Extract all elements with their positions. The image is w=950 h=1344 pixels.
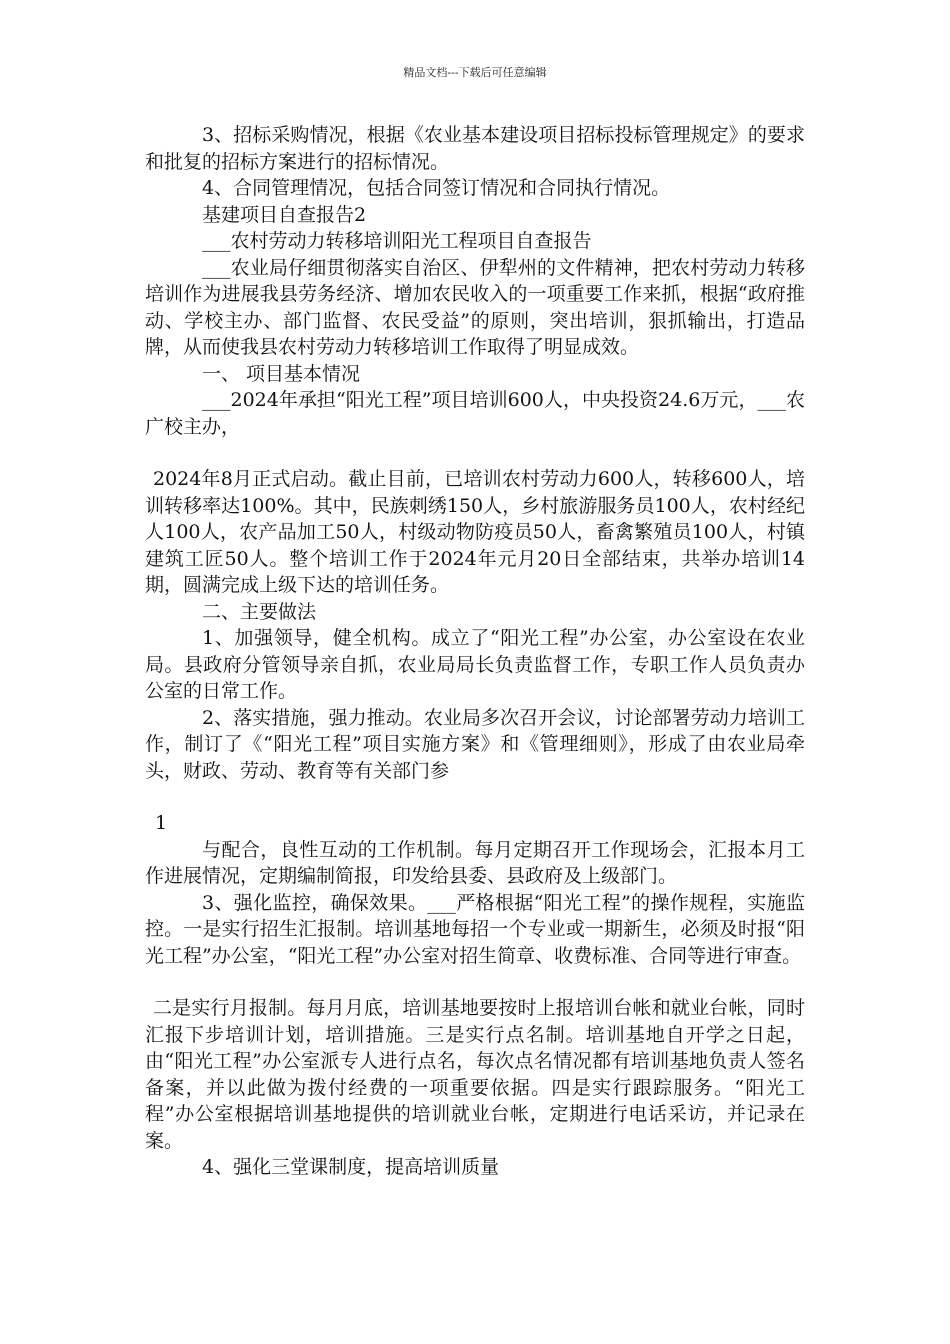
paragraph-measures: 2、落实措施，强力推动。农业局多次召开会议，讨论部署劳动力培训工作，制订了《“阳光工程”项目实施方案》和《管理细则》，形成了由农业局牵头，财政、劳动、教育等有关部门参 [145, 706, 805, 782]
paragraph-contract: 4、合同管理情况，包括合同签订情况和合同执行情况。 [202, 177, 671, 199]
section-heading-methods: 二、主要做法 [202, 600, 317, 623]
report-subtitle: ___农村劳动力转移培训阳光工程项目自查报告 [202, 230, 592, 252]
paragraph-cooperation: 与配合，良性互动的工作机制。每月定期召开工作现场会，汇报本月工作进展情况，定期编制简报，印发给县委、县政府及上级部门。 [145, 838, 805, 887]
paragraph-intro: ___农业局仔细贯彻落实自治区、伊犁州的文件精神，把农村劳动力转移培训作为进展我县劳务经济、增加农民收入的一项重要工作来抓，根据“政府推动、学校主办、部门监督、农民受益”的原则，突出培训，狠抓输出，打造品牌，从而使我县农村劳动力转移培训工作取得了明显成效。 [145, 256, 805, 358]
paragraph-leadership: 1、加强领导，健全机构。成立了“阳光工程”办公室，办公室设在农业局。县政府分管领导亲自抓，农业局局长负责监督工作，专职工作人员负责办公室的日常工作。 [145, 627, 805, 702]
paragraph-monitoring: 3、强化监控，确保效果。___严格根据“阳光工程”的操作规程，实施监控。一是实行招生汇报制。培训基地每招一个专业或一期新生，必须及时报“阳光工程”办公室，“阳光工程”办公室对招生简章、收费标准、合同等进行审查。 [145, 891, 805, 967]
paragraph-project-scale: ___2024年承担“阳光工程”项目培训600人，中央投资24.6万元，___农广校主办， [145, 389, 805, 438]
paragraph-monthly-report: 二是实行月报制。每月月底，培训基地要按时上报培训台帐和就业台帐，同时汇报下步培训计划，培训措施。三是实行点名制。培训基地自开学之日起，由“阳光工程”办公室派专人进行点名，每次点名情况都有培训基地负责人签名备案，并以此做为拨付经费的一项重要依据。四是实行跟踪服务。“阳光工程”办公室根据培训基地提供的培训就业台帐，定期进行电话采访，并记录在案。 [145, 997, 805, 1152]
paragraph-training-results: 2024年8月正式启动。截止目前，已培训农村劳动力600人，转移600人，培训转移率达100%。其中，民族刺绣150人，乡村旅游服务员100人，农村经纪人100人，农产品加工50人，村级动物防疫员50人，畜禽繁殖员100人，村镇建筑工匠50人。整个培训工作于2024年元月20日全部结束，共举办培训14期，圆满完成上级下达的培训任务。 [145, 468, 805, 596]
section-heading-basic: 一、 项目基本情况 [202, 362, 361, 385]
report-title: 基建项目自查报告2 [202, 203, 367, 226]
document-body [145, 122, 805, 1181]
spacer [145, 969, 805, 995]
page-number: 1 [155, 812, 168, 834]
page-header: 精品文档---下载后可任意编辑 [403, 66, 547, 79]
paragraph-three-lessons: 4、强化三堂课制度，提高培训质量 [202, 1156, 500, 1178]
paragraph-procurement: 3、招标采购情况，根据《农业基本建设项目招标投标管理规定》的要求和批复的招标方案进行的招标情况。 [145, 124, 805, 173]
spacer [145, 440, 805, 466]
spacer [145, 784, 805, 810]
